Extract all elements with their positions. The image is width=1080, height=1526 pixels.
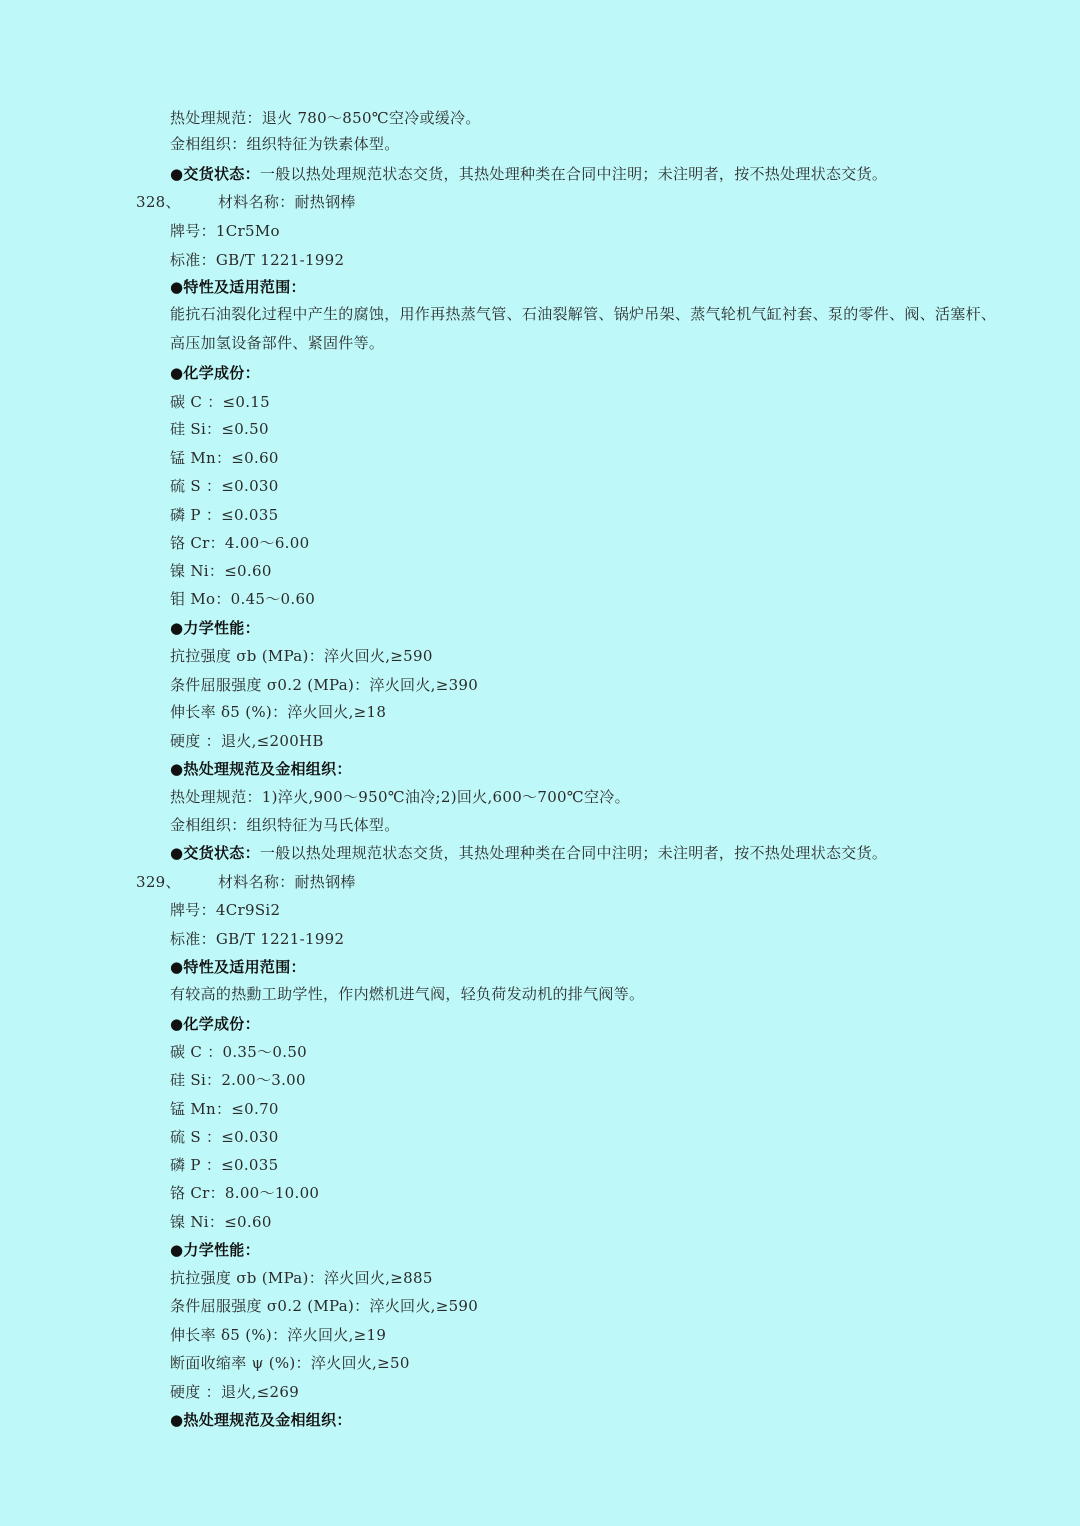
delivery-heading: ●交货状态： bbox=[170, 165, 260, 183]
section-heading-329 bbox=[136, 872, 356, 892]
mechanical-heading: ●力学性能： bbox=[170, 1241, 260, 1259]
mech-item: 条件屈服强度 σ0.2 (MPa)：淬火回火,≥590 bbox=[170, 1297, 479, 1315]
chem-item: 硫 S ：≤0.030 bbox=[170, 477, 279, 495]
grade-line: 牌号：4Cr9Si2 bbox=[170, 901, 281, 919]
heat-treatment-line: 热处理规范：退火 780～850℃空冷或缓冷。 bbox=[170, 109, 481, 127]
heat-treatment-line: 热处理规范：1)淬火,900～950℃油冷;2)回火,600～700℃空冷。 bbox=[170, 788, 630, 806]
standard-line: 标准：GB/T 1221-1992 bbox=[170, 251, 345, 269]
mech-item: 抗拉强度 σb (MPa)：淬火回火,≥885 bbox=[170, 1269, 433, 1287]
section-number: 328、 bbox=[136, 193, 181, 211]
metallography-line: 金相组织：组织特征为马氏体型。 bbox=[170, 816, 400, 834]
chem-item: 磷 P ：≤0.035 bbox=[170, 1156, 279, 1174]
grade-line: 牌号：1Cr5Mo bbox=[170, 222, 280, 240]
heat-heading: ●热处理规范及金相组织： bbox=[170, 760, 352, 778]
feature-heading: ●特性及适用范围： bbox=[170, 958, 306, 976]
chem-item: 镍 Ni：≤0.60 bbox=[170, 1213, 272, 1231]
section-number: 329、 bbox=[136, 873, 181, 891]
delivery-line bbox=[170, 843, 887, 863]
chem-item: 碳 C ：0.35～0.50 bbox=[170, 1043, 308, 1061]
feature-text: 能抗石油裂化过程中产生的腐蚀，用作再热蒸气管、石油裂解管、锅炉吊架、蒸气轮机气缸衬套、泵的零件、阀、活塞杆、高压加氢设备部件、紧固件等。 bbox=[170, 305, 997, 352]
chem-item: 锰 Mn：≤0.60 bbox=[170, 449, 279, 467]
material-name: 材料名称：耐热钢棒 bbox=[218, 873, 356, 891]
standard-line: 标准：GB/T 1221-1992 bbox=[170, 930, 345, 948]
section-heading-328 bbox=[136, 192, 356, 212]
chem-item: 硅 Si：2.00～3.00 bbox=[170, 1071, 306, 1089]
chem-item: 铬 Cr：8.00～10.00 bbox=[170, 1184, 320, 1202]
mech-item: 断面收缩率 ψ (%)：淬火回火,≥50 bbox=[170, 1354, 410, 1372]
feature-text: 有较高的热勳工助学性，作内燃机进气阀，轻负荷发动机的排气阀等。 bbox=[170, 985, 645, 1003]
mech-item: 伸长率 δ5 (%)：淬火回火,≥18 bbox=[170, 703, 387, 721]
chem-item: 镍 Ni：≤0.60 bbox=[170, 562, 272, 580]
material-name: 材料名称：耐热钢棒 bbox=[218, 193, 356, 211]
mech-item: 伸长率 δ5 (%)：淬火回火,≥19 bbox=[170, 1326, 387, 1344]
mech-item: 硬度 ：退火,≤200HB bbox=[170, 732, 324, 750]
chem-item: 锰 Mn：≤0.70 bbox=[170, 1100, 279, 1118]
heat-heading: ●热处理规范及金相组织： bbox=[170, 1411, 352, 1429]
chemistry-heading: ●化学成份： bbox=[170, 1015, 260, 1033]
chem-item: 钼 Mo：0.45～0.60 bbox=[170, 590, 316, 608]
chem-item: 硫 S ：≤0.030 bbox=[170, 1128, 279, 1146]
chem-item: 磷 P ：≤0.035 bbox=[170, 506, 279, 524]
feature-heading: ●特性及适用范围： bbox=[170, 278, 306, 296]
chem-item: 硅 Si：≤0.50 bbox=[170, 420, 269, 438]
chemistry-heading: ●化学成份： bbox=[170, 364, 260, 382]
metallography-line: 金相组织：组织特征为铁素体型。 bbox=[170, 135, 400, 153]
delivery-text: 一般以热处理规范状态交货，其热处理种类在合同中注明；未注明者，按不热处理状态交货。 bbox=[259, 844, 888, 862]
mechanical-heading: ●力学性能： bbox=[170, 619, 260, 637]
chem-item: 碳 C ：≤0.15 bbox=[170, 393, 270, 411]
mech-item: 抗拉强度 σb (MPa)：淬火回火,≥590 bbox=[170, 647, 433, 665]
delivery-text: 一般以热处理规范状态交货，其热处理种类在合同中注明；未注明者，按不热处理状态交货。 bbox=[259, 165, 888, 183]
delivery-line bbox=[170, 164, 887, 184]
chem-item: 铬 Cr：4.00～6.00 bbox=[170, 534, 310, 552]
mech-item: 条件屈服强度 σ0.2 (MPa)：淬火回火,≥390 bbox=[170, 676, 479, 694]
mech-item: 硬度 ：退火,≤269 bbox=[170, 1383, 300, 1401]
delivery-heading: ●交货状态： bbox=[170, 844, 260, 862]
